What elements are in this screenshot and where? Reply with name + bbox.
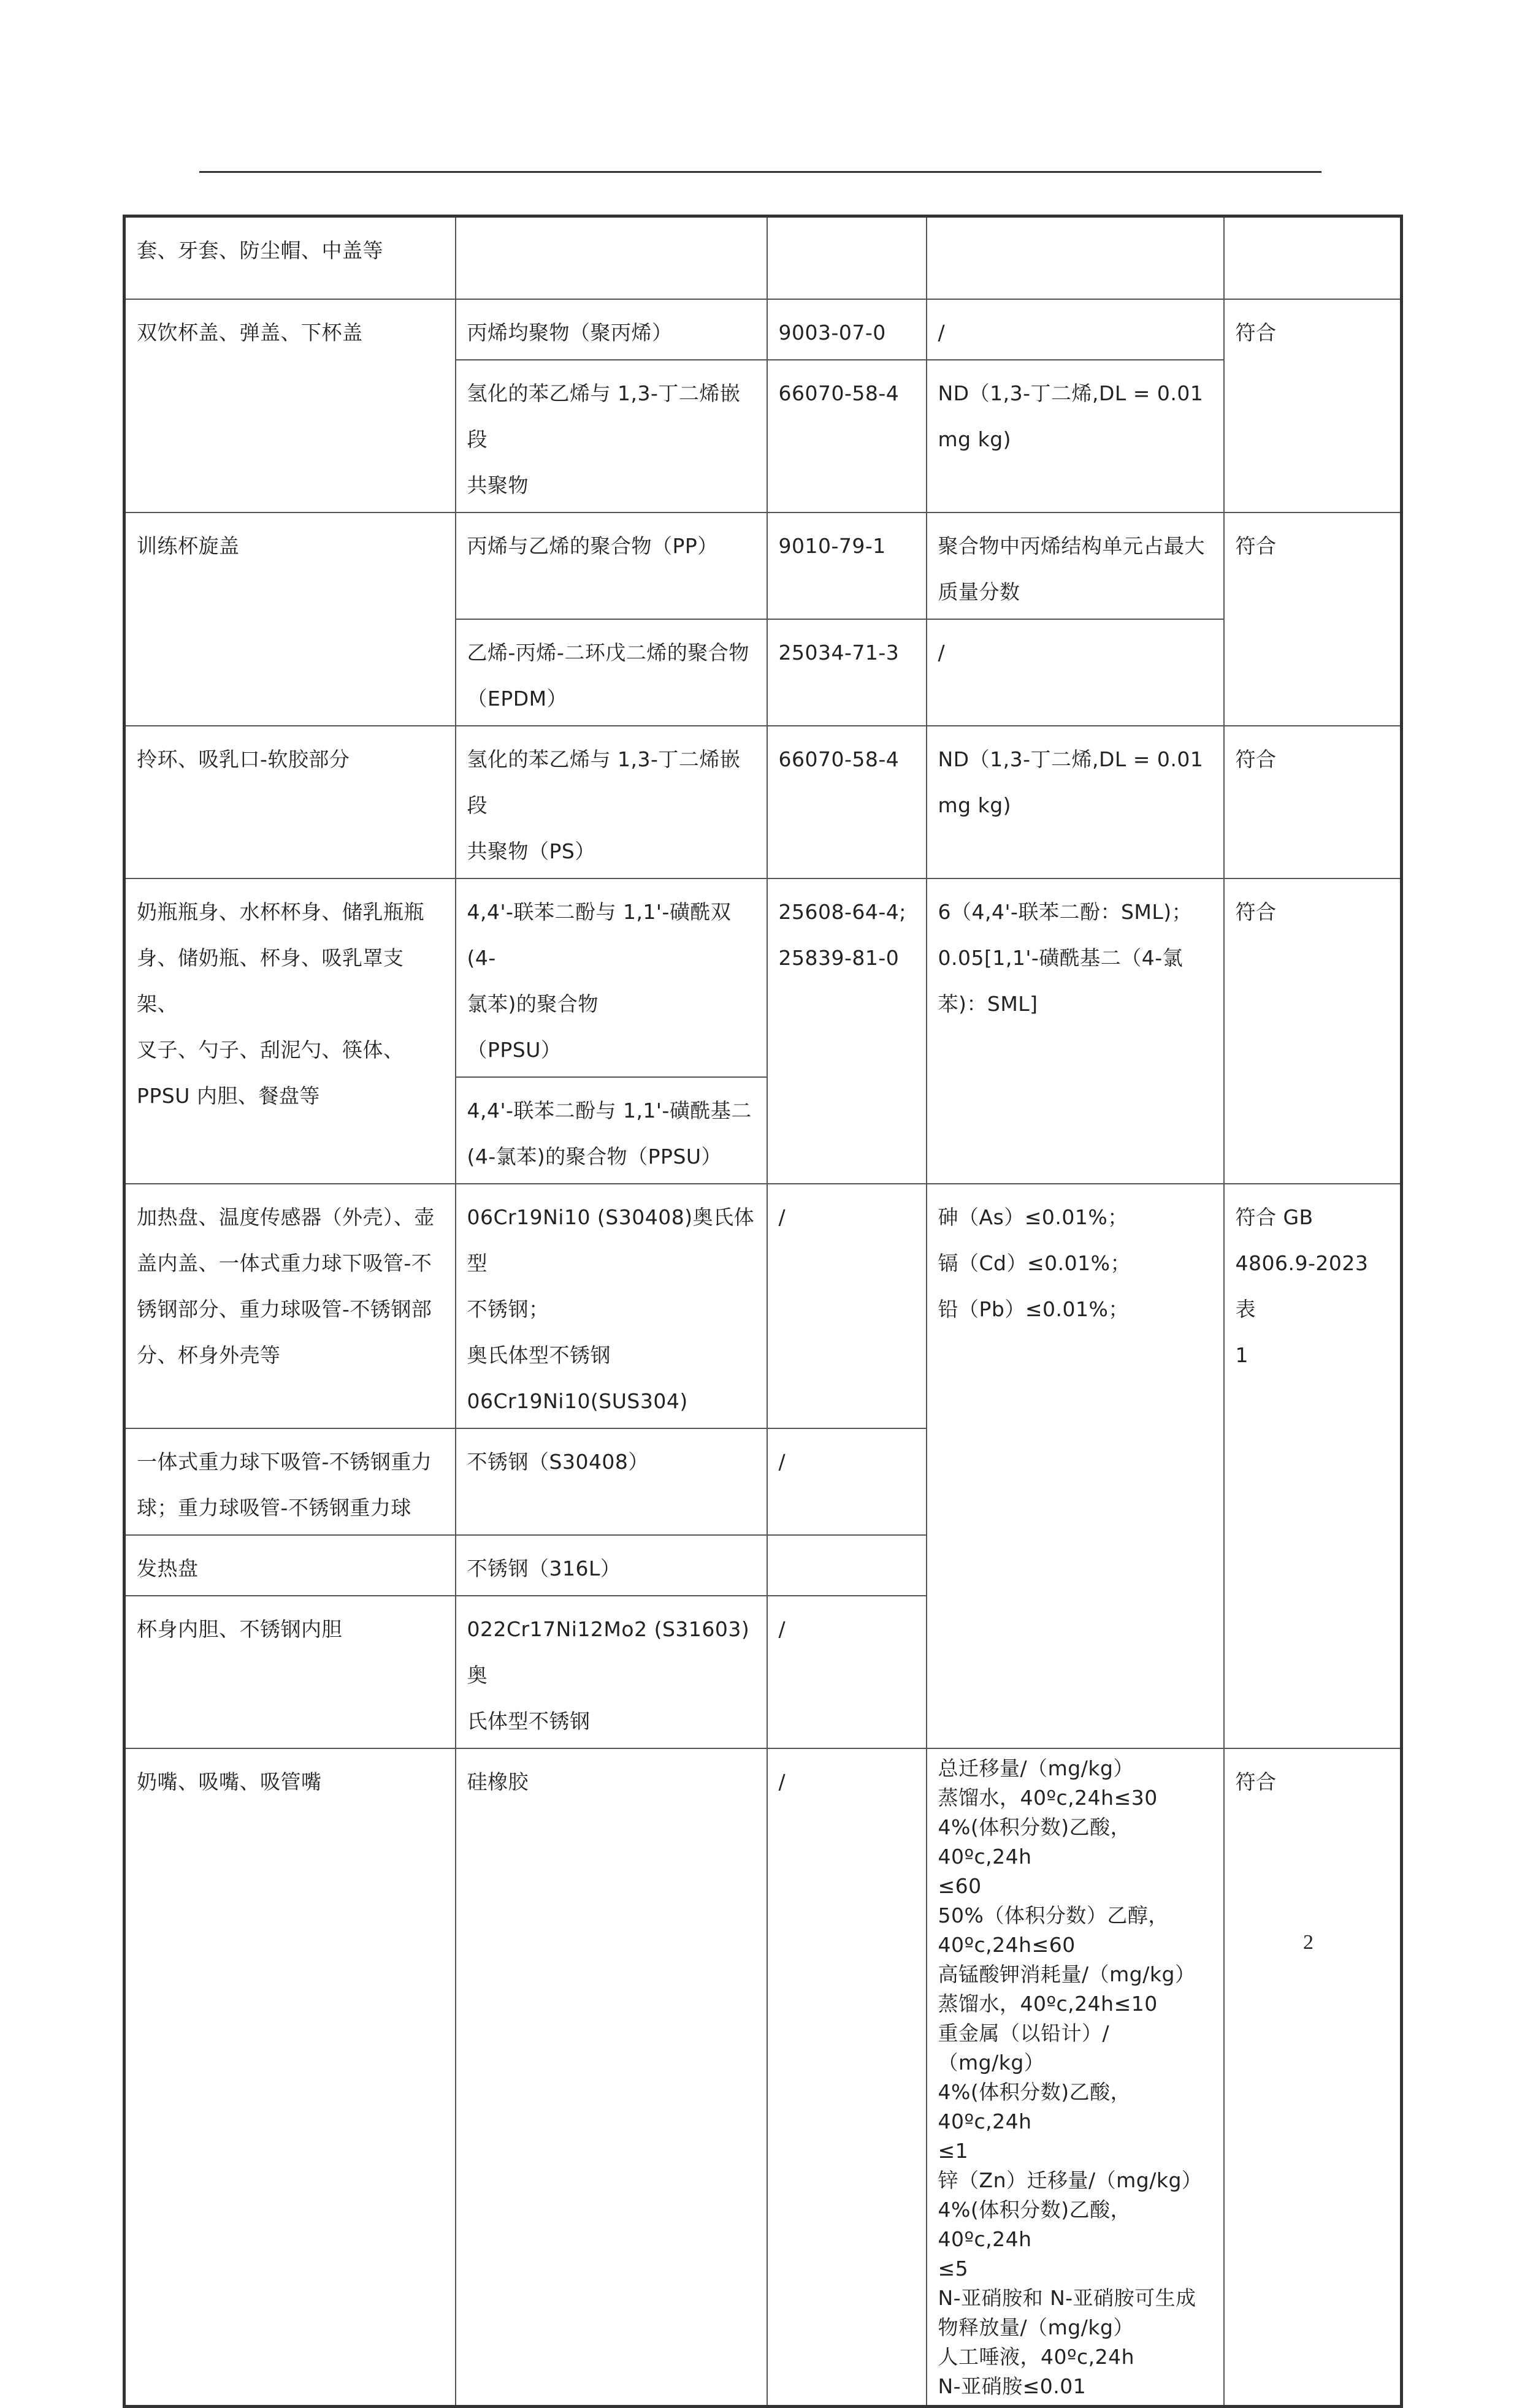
material-cell: 氢化的苯乙烯与 1,3-丁二烯嵌段 共聚物（PS） — [456, 726, 767, 878]
part-cell: 加热盘、温度传感器（外壳）、壶 盖内盖、一体式重力球下吸管-不 锈钢部分、重力球吸管-不锈钢部 分、杯身外壳等 — [124, 1184, 456, 1428]
material-cell: 乙烯-丙烯-二环戊二烯的聚合物 （EPDM） — [456, 619, 767, 726]
material-cell: 4,4'-联苯二酚与 1,1'-磺酰基二 (4-氯苯)的聚合物（PPSU） — [456, 1077, 767, 1184]
part-cell: 拎环、吸乳口-软胶部分 — [124, 726, 456, 878]
cas-cell: 25034-71-3 — [767, 619, 927, 726]
limit-cell: / — [927, 299, 1224, 360]
table-row — [124, 299, 1402, 360]
limit-cell: ND（1,3-丁二烯,DL = 0.01 mg kg) — [927, 360, 1224, 512]
material-cell: 不锈钢（S30408） — [456, 1428, 767, 1535]
table-row — [124, 512, 1402, 619]
cas-cell — [767, 216, 927, 299]
result-cell: 符合 — [1224, 299, 1402, 512]
limit-cell: 6（4,4'-联苯二酚：SML)； 0.05[1,1'-磺酰基二（4-氯 苯)：SML] — [927, 878, 1224, 1184]
cas-cell: / — [767, 1184, 927, 1428]
limit-cell: 聚合物中丙烯结构单元占最大 质量分数 — [927, 512, 1224, 619]
limit-cell — [927, 216, 1224, 299]
header-rule — [199, 171, 1321, 173]
limit-cell: 总迁移量/（mg/kg） 蒸馏水，40ºc,24h≤30 4%(体积分数)乙酸，40ºc,24h ≤60 50%（体积分数）乙醇， 40ºc,24h≤60 高锰酸钾消耗量/（mg/kg） 蒸馏水，40ºc,24h≤10 重金属（以铅计）/（mg/kg） 4%(体积分数)乙酸，40ºc,24h ≤1 锌（Zn）迁移量/（mg/kg） 4%(体积分数)乙酸，40ºc,24h ≤5 N-亚硝胺和 N-亚硝胺可生成 物释放量/（mg/kg） 人工唾液，40ºc,24h N-亚硝胺≤0.01 — [927, 1748, 1224, 2407]
page-number: 2 — [1303, 1931, 1314, 1954]
material-cell: 06Cr19Ni10 (S30408)奥氏体型 不锈钢； 奥氏体型不锈钢 06Cr19Ni10(SUS304) — [456, 1184, 767, 1428]
result-cell: 符合 — [1224, 878, 1402, 1184]
result-cell: 符合 GB 4806.9-2023 表 1 — [1224, 1184, 1402, 1748]
part-cell: 套、牙套、防尘帽、中盖等 — [124, 216, 456, 299]
cas-cell — [767, 1535, 927, 1596]
limit-cell: 砷（As）≤0.01%； 镉（Cd）≤0.01%； 铅（Pb）≤0.01%； — [927, 1184, 1224, 1748]
cas-cell: 66070-58-4 — [767, 726, 927, 878]
part-cell: 一体式重力球下吸管-不锈钢重力 球；重力球吸管-不锈钢重力球 — [124, 1428, 456, 1535]
material-cell: 丙烯均聚物（聚丙烯） — [456, 299, 767, 360]
material-cell: 氢化的苯乙烯与 1,3-丁二烯嵌段 共聚物 — [456, 360, 767, 512]
part-cell: 双饮杯盖、弹盖、下杯盖 — [124, 299, 456, 512]
material-cell: 不锈钢（316L） — [456, 1535, 767, 1596]
result-cell: 符合 — [1224, 726, 1402, 878]
material-cell — [456, 216, 767, 299]
table-row — [124, 216, 1402, 299]
material-cell: 022Cr17Ni12Mo2 (S31603)奥 氏体型不锈钢 — [456, 1596, 767, 1748]
cas-cell: 25608-64-4; 25839-81-0 — [767, 878, 927, 1184]
table-row — [124, 1748, 1402, 2407]
table-row — [124, 726, 1402, 878]
cas-cell: 9003-07-0 — [767, 299, 927, 360]
cas-cell: / — [767, 1428, 927, 1535]
material-cell: 4,4'-联苯二酚与 1,1'-磺酰双(4- 氯苯)的聚合物 （PPSU） — [456, 878, 767, 1077]
cas-cell: 66070-58-4 — [767, 360, 927, 512]
result-cell — [1224, 216, 1402, 299]
part-cell: 奶瓶瓶身、水杯杯身、储乳瓶瓶 身、储奶瓶、杯身、吸乳罩支架、 叉子、勺子、刮泥勺、筷体、 PPSU 内胆、餐盘等 — [124, 878, 456, 1184]
result-cell: 符合 — [1224, 1748, 1402, 2407]
limit-cell: ND（1,3-丁二烯,DL = 0.01 mg kg) — [927, 726, 1224, 878]
part-cell: 发热盘 — [124, 1535, 456, 1596]
part-cell: 杯身内胆、不锈钢内胆 — [124, 1596, 456, 1748]
table-row — [124, 1184, 1402, 1428]
cas-cell: / — [767, 1748, 927, 2407]
part-cell: 奶嘴、吸嘴、吸管嘴 — [124, 1748, 456, 2407]
material-cell: 丙烯与乙烯的聚合物（PP） — [456, 512, 767, 619]
cas-cell: / — [767, 1596, 927, 1748]
result-cell: 符合 — [1224, 512, 1402, 726]
limit-cell: / — [927, 619, 1224, 726]
cas-cell: 9010-79-1 — [767, 512, 927, 619]
table-row — [124, 878, 1402, 1077]
material-compliance-table — [123, 215, 1403, 2408]
material-cell: 硅橡胶 — [456, 1748, 767, 2407]
part-cell: 训练杯旋盖 — [124, 512, 456, 726]
